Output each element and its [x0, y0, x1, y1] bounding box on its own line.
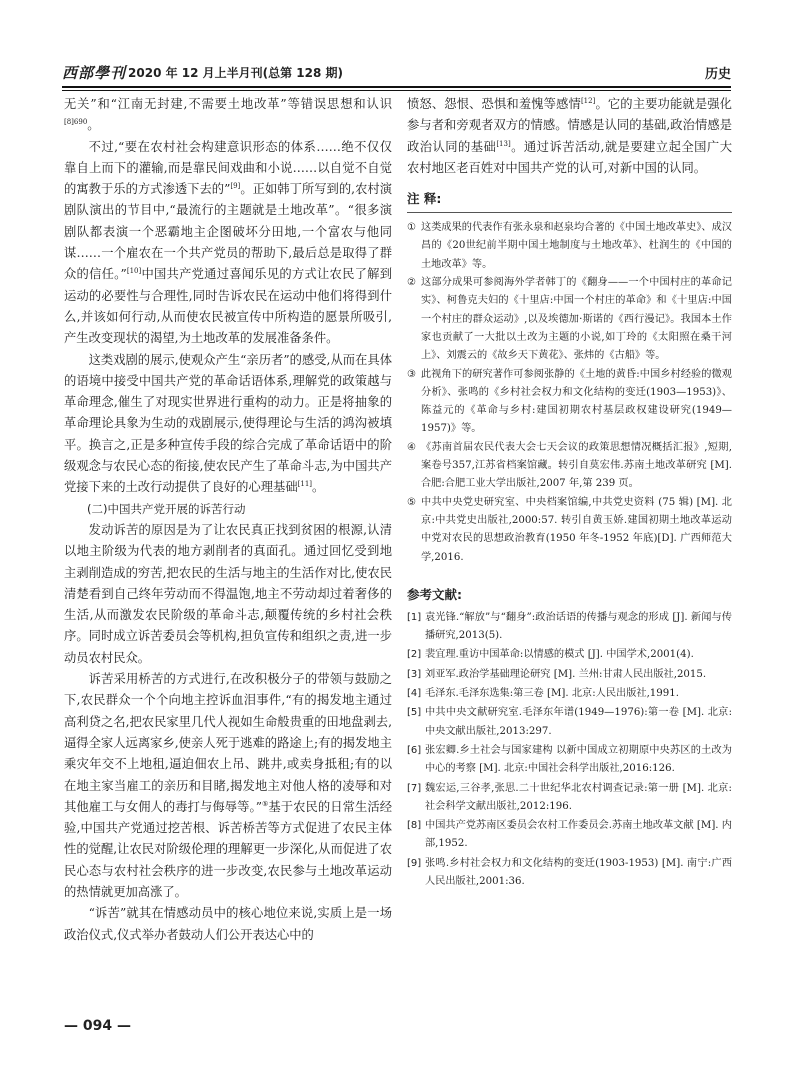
reference-number: [6]: [407, 744, 422, 756]
body-paragraph: 诉苦采用桥苦的方式进行,在改积极分子的带领与鼓励之下,农民群众一个个向地主控诉血泪事件,“有的揭发地主通过高利贷之名,把农民家里几代人视如生命般贵重的田地盘剥去,逼得全家人远离家乡,使亲人死于逃难的路途上;有的揭发地主乘灾年交不上地租,逼迫佃农上吊、跳井,或卖身抵租;有的以在地主家当雇工的亲历和目睹,揭发地主对他人格的凌辱和对其他雇工与女佣人的毒打与侮辱等。”⑤基于农民的日常生活经验,中国共产党通过挖苦根、诉苦桥苦等方式促进了农民主体性的觉醒,让农民对阶级伦理的理解更一步深化,从而促进了农民心态与农村社会秩序的进一步改变,农民参与土地改革运动的热情就更加高涨了。: [64, 672, 392, 899]
journal-logo: 西部學刊: [62, 63, 127, 82]
reference-number: [2]: [407, 649, 422, 661]
notes-divider: [407, 212, 732, 213]
reference-item: [407, 646, 732, 664]
note-text: 《苏南首届农民代表大会七天会议的政策思想情况概括汇报》,短期,案卷号357,江苏省档案馆藏。转引自莫宏伟.苏南土地改革研究 [M]. 合肥:合肥工业大学出版社,2007 年,第 239 页。: [421, 441, 732, 490]
reference-text: 张鸣.乡村社会权力和文化结构的变迁(1903-1953) [M]. 南宁:广西人民出版社,2001:36.: [425, 857, 732, 887]
body-paragraph: “诉苦”就其在情感动员中的核心地位来说,实质上是一场政治仪式,仪式举办者鼓动人们公开表达心中的: [64, 906, 392, 942]
subsection-heading: (二)中国共产党开展的诉苦行动: [87, 501, 246, 516]
running-header: [62, 60, 731, 84]
note-number: ②: [407, 277, 417, 289]
reference-text: 张宏卿.乡土社会与国家建构 以新中国成立初期原中央苏区的土改为中心的考察 [M]. 北京:中国社会科学出版社,2016:126.: [425, 744, 732, 775]
note-text: 这类成果的代表作有张永泉和赵泉均合著的《中国土地改革史》、成汉昌的《20世纪前半期中国土地制度与土地改革》、杜润生的《中国的土地改革》等。: [421, 222, 732, 270]
body-paragraph: 不过,“要在农村社会构建意识形态的体系……绝不仅仅靠自上而下的灌输,而是靠民间戏曲和小说……以自觉不自觉的寓教于乐的方式渗透下去的”[9]。正如韩丁所写到的,农村演剧队演出的节目中,“最流行的主题就是土地改革”。“很多演剧队都表演一个恶霸地主企图破坏分田地,一个富农与他同谋……一个雇农在一个共产党员的帮助下,最后总是取得了群众的信任。”[10]中国共产党通过喜闻乐见的方式让农民了解到运动的必要性与合理性,同时告诉农民在运动中他们将得到什么,并该如何行动,从而使农民被宣传中所构造的愿景所吸引,产生改变现状的渴望,为土地改革的发展准备条件。: [64, 139, 392, 346]
reference-item: [407, 855, 732, 892]
note-number: ⑤: [407, 496, 417, 508]
reference-text: 魏宏运,三谷孝,张思.二十世纪华北农村调查记录:第一册 [M]. 北京:社会科学文献出版社,2012:196.: [425, 782, 732, 812]
reference-item: [407, 780, 732, 817]
reference-text: 刘亚军.政治学基础理论研究 [M]. 兰州:甘肃人民出版社,2015.: [425, 668, 707, 680]
body-paragraph: 愤怒、怨恨、恐惧和羞愧等感情[12]。它的主要功能就是强化参与者和旁观者双方的情感。情感是认同的基础,政治情感是政治认同的基础[13]。通过诉苦活动,就是要建立起全国广大农村地区老百姓对中国共产党的认可,对新中国的认同。: [407, 96, 732, 175]
reference-number: [4]: [407, 688, 422, 700]
reference-item: [407, 666, 732, 684]
note-item: [407, 439, 732, 494]
notes-title: 注 释:: [407, 191, 442, 207]
reference-number: [8]: [407, 820, 422, 832]
section-label: 历史: [704, 66, 731, 82]
header-rule-thick: [62, 86, 731, 88]
header-rule-thin: [62, 90, 731, 91]
header-left: [62, 62, 343, 83]
reference-text: 毛泽东.毛泽东选集:第三卷 [M]. 北京:人民出版社,1991.: [425, 688, 679, 700]
note-item: [407, 494, 732, 567]
reference-item: [407, 704, 732, 741]
note-text: 此视角下的研究著作可参阅张静的《土地的黄昏:中国乡村经验的微观分析》、张鸣的《乡村社会权力和文化结构的变迁(1903—1953)》、陈益元的《革命与乡村:建国初期农村基层政权建设研究(1949—1957)》等。: [421, 368, 732, 435]
reference-item: [407, 817, 732, 854]
left-column: [64, 94, 392, 946]
right-column: [407, 94, 732, 892]
reference-item: [407, 742, 732, 779]
reference-text: 中国共产党苏南区委员会农村工作委员会.苏南土地改革文献 [M]. 内部,1952.: [425, 820, 732, 850]
note-text: 中共中央党史研究室、中央档案馆编,中共党史资料 (75 辑) [M]. 北京:中共党史出版社,2000:57. 转引自黄玉娇.建国初期土地改革运动中党对农民的思想政治教育(1950 年冬-1952 年底)[D]. 广西师范大学,2016.: [421, 496, 732, 563]
reference-text: 中共中央文献研究室.毛泽东年谱(1949—1976):第一卷 [M]. 北京:中央文献出版社,2013:297.: [425, 707, 732, 737]
reference-number: [1]: [407, 611, 422, 623]
page-number: — 094 —: [64, 1018, 131, 1034]
note-text: 这部分成果可参阅海外学者韩丁的《翻身——一个中国村庄的革命记实》、柯鲁克夫妇的《十里店:中国一个村庄的革命》和《十里店:中国一个村庄的群众运动》,以及埃德加·斯诺的《西行漫记》。我国本土作家也贡献了一大批以土改为主题的小说,如丁玲的《太阳照在桑干河上》、刘震云的《故乡天下黄花》、张炜的《古船》等。: [421, 277, 732, 362]
body-paragraph: 发动诉苦的原因是为了让农民真正找到贫困的根源,认清以地主阶级为代表的地方剥削者的真面孔。通过回忆受到地主剥削造成的穷苦,把农民的生活与地主的生活作对比,使农民清楚看到自己终年劳动而不得温饱,地主不劳动却过着奢侈的生活,从而激发农民阶级的革命斗志,颠覆传统的乡村社会秩序。同时成立诉苦委员会等机构,担负宣传和组织之责,进一步动员农村民众。: [64, 522, 392, 665]
body-paragraph: 无关”和“江南无封建,不需要土地改革”等错误思想和认识$^{[8]690}$。: [64, 97, 392, 133]
reference-number: [3]: [407, 668, 422, 680]
note-item: [407, 274, 732, 365]
reference-number: [9]: [407, 857, 422, 869]
reference-item: [407, 685, 732, 703]
reference-number: [5]: [407, 707, 422, 719]
reference-text: 袁光锋.“解放”与“翻身”:政治话语的传播与观念的形成 [J]. 新闻与传播研究,2013(5).: [425, 611, 732, 642]
note-item: [407, 366, 732, 439]
body-paragraph: 这类戏剧的展示,使观众产生“亲历者”的感受,从而在具体的语境中接受中国共产党的革命话语体系,理解党的政策越与革命理念,催生了对现实世界进行重构的动力。正是将抽象的革命理论具象为生动的戏剧展示,使得理论与生活的鸿沟被填平。换言之,正是多种宣传手段的综合完成了革命话语中的阶级观念与农民心态的衔接,使农民产生了革命斗志,为中国共产党接下来的土改行动提供了良好的心理基础[11]。: [64, 352, 392, 495]
note-number: ①: [407, 222, 417, 234]
references-title: 参考文献:: [407, 586, 462, 602]
note-number: ③: [407, 368, 417, 380]
note-number: ④: [407, 441, 417, 453]
note-item: [407, 219, 732, 274]
reference-number: [7]: [407, 782, 422, 794]
issue-info: 2020 年 12 月上半月刊(总第 128 期): [128, 65, 344, 80]
notes-list: [407, 219, 732, 567]
references-list: [407, 609, 732, 891]
reference-item: [407, 609, 732, 646]
reference-text: 裴宜理.重访中国革命:以情感的模式 [J]. 中国学术,2001(4).: [425, 649, 694, 661]
